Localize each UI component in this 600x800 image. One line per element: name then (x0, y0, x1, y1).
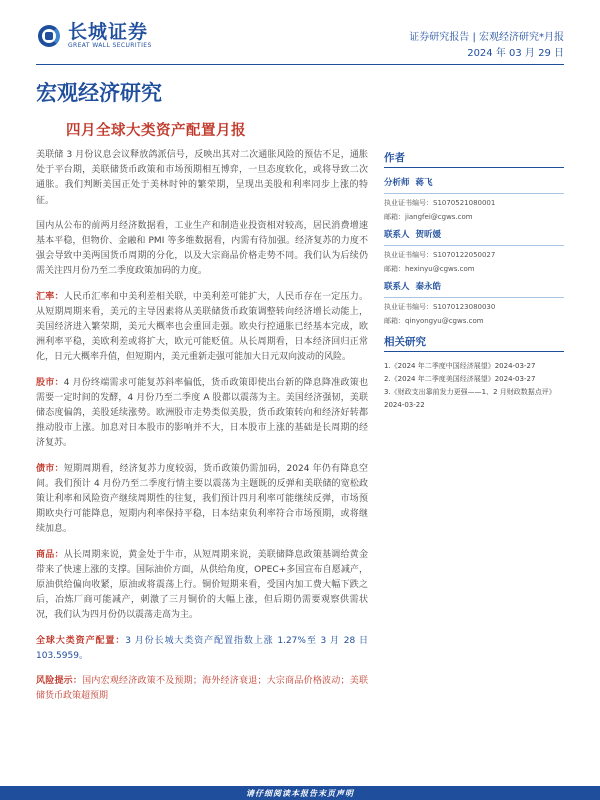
contact-email[interactable]: 邮箱：qinyongyu@cgws.com (384, 317, 484, 325)
contact-name: 秦永皓 (415, 282, 442, 292)
logo-mark-icon (36, 23, 62, 49)
contact-email[interactable]: 邮箱：jiangfei@cgws.com (384, 213, 473, 221)
contact-role: 联系人 (384, 230, 410, 240)
risk-warning: 风险提示：国内宏观经济政策不及预期；海外经济衰退；大宗商品价格波动；美联储货币政策超预期 (36, 676, 368, 702)
paragraph-commodity: 商品：从长周期来说，黄金处于牛市，从短周期来说，美联储降息政策基调给黄金带来了快速上涨的支撑。国际油价方面，从供给角度，OPEC+多国宣布自愿减产，原油供给偏向收紧，原油或将震荡上行。铜价短期来看，受国内加工费大幅下跌之后，冶炼厂商可能减产，刺激了三月铜价的大幅上涨，但后期仍需要观察供需状况，我们认为四月份仍以震荡走高为主。 (36, 549, 368, 621)
paragraph-equity: 股市：4 月份终端需求可能复苏斜率偏低，货币政策即使出台新的降息降准政策也需要一定时间的发酵，4 月份乃至二季度 A 股都以震荡为主。美国经济强韧，美联储态度偏鸽，美股延续涨势。欧洲股市走势类似美股，货币政策转向和经济好转都推动股市上涨。加息对日本股市的影响并不大，日本股市上涨的基础是长周期的经济复苏。 (36, 377, 368, 449)
asset-index-summary: 全球大类资产配置：3 月份长城大类资产配置指数上涨 1.27%至 3 月 28 日 103.5959。 (36, 635, 368, 661)
contact-card (384, 280, 564, 326)
related-item-date: 2024-03-22 (384, 401, 425, 409)
paragraph-fx: 汇率：人民币汇率和中美利差相关联，中美利差可能扩大，人民币存在一定压力。从短期周期来看，美元的主导因素将从美联储货币政策调整转向经济增长动能上，美国经济进入繁荣期，美元大概率也会重回走强。欧央行控通胀已经基本完成，欧洲利率平稳，美欧利差或将扩大，欧元可能贬值。从长周期看，日本经济回归正常化，日元大概率升值，但短期内，美元重新走强可能加大日元双向波动的风险。 (36, 291, 368, 363)
logo-cn-text: 长城证券 (68, 21, 149, 43)
related-item[interactable]: 2.《2024 年二季度美国经济展望》2024-03-27 (384, 375, 536, 383)
page-header (0, 0, 600, 62)
contact-cert: 执业证书编号：S1070521080001 (384, 199, 496, 207)
contact-card (384, 176, 564, 222)
related-item[interactable]: 3.《财政支出靠前发力更强——1、2 月财政数据点评》 (384, 388, 556, 396)
page-title: 宏观经济研究 (36, 81, 162, 105)
contact-name: 蒋飞 (415, 178, 433, 188)
main-body (36, 148, 368, 715)
report-type: 证券研究报告 | 宏观经济研究*月报 (409, 32, 564, 43)
contact-card (384, 228, 564, 274)
company-logo (36, 22, 152, 50)
header-divider (36, 64, 564, 65)
contact-cert: 执业证书编号：S1070123080030 (384, 303, 496, 311)
contact-cert: 执业证书编号：S1070122050027 (384, 251, 496, 259)
paragraph-bond: 债市：短期周期看，经济复苏力度较弱，货币政策仍需加码，2024 年仍有降息空间。我们预计 4 月份乃至二季度行情主要以震荡为主题既的反弹和美联储的宽松政策让利率和风险资产继续周期性的往复，我们预计四月利率可能继续反弹，市场预期欧央行可能降息，短期内利率保持平稳，日本结束负利率符合市场预期，或将继续加息。 (36, 463, 368, 535)
contact-role: 联系人 (384, 282, 410, 292)
paragraph-1: 美联储 3 月份议息会议释放鸽派信号，反映出其对二次通胀风险的预估不足，通胀处于平台期，美联储货币政策和市场预期相互博弈，一旦态度软化，或将导致二次通胀。我们判断美国正处于美林时钟的繁荣期，呈现出美股和利率同步上涨的特征。 (36, 150, 368, 206)
contact-name: 贺昕媛 (415, 230, 442, 240)
paragraph-2: 国内从公布的前两月经济数据看，工业生产和制造业投资相对较高，居民消费增速基本平稳，但物价、金融和 PMI 等多维数据看，内需有待加强。经济复苏的力度不强会导致中美两国货币周期的分化，以及大宗商品价格走势不同。我们认为后续仍需关注四月份乃至二季度政策加码的力度。 (36, 220, 368, 277)
report-date: 2024 年 03 月 29 日 (467, 48, 564, 59)
authors-heading: 作者 (384, 150, 564, 168)
contact-role: 分析师 (384, 178, 410, 188)
page-footer (0, 786, 600, 800)
report-subtitle: 四月全球大类资产配置月报 (66, 123, 246, 139)
related-heading: 相关研究 (384, 334, 564, 352)
related-research (384, 334, 564, 412)
logo-en-text: GREAT WALL SECURITIES (68, 42, 152, 49)
contact-email[interactable]: 邮箱：hexinyu@cgws.com (384, 265, 475, 273)
footer-disclaimer: 请仔细阅读本报告末页声明 (246, 788, 354, 798)
sidebar (384, 150, 564, 412)
related-item[interactable]: 1.《2024 年二季度中国经济展望》2024-03-27 (384, 362, 536, 370)
